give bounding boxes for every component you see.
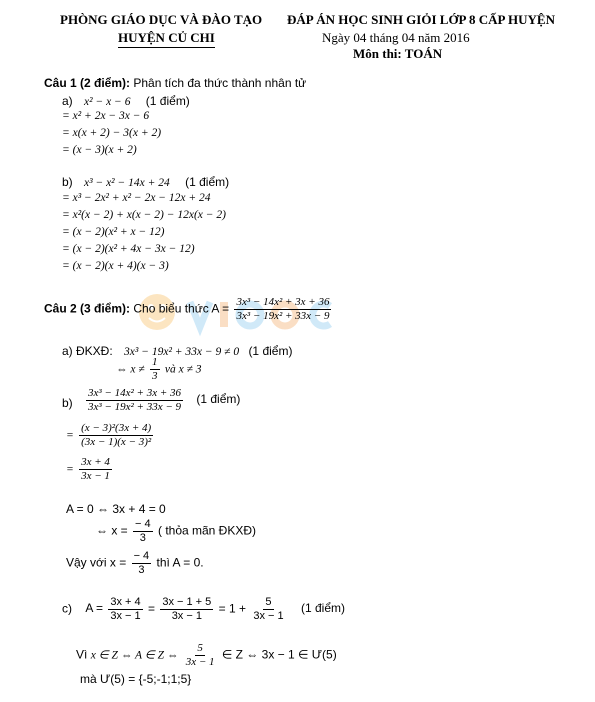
cau1-heading: Câu 1 (2 điểm): Phân tích đa thức thành nhân tử	[44, 76, 307, 90]
exam-date: Ngày 04 tháng 04 năm 2016	[322, 30, 470, 45]
cau1a-step: = (x − 3)(x + 2)	[62, 144, 137, 156]
cau2-heading: Câu 2 (3 điểm): Cho biểu thức A = $\frac{\text{3x³ − 14x² + 3x + 36}}{\text{3x³ − 19x² + 33x − 9}}$	[44, 296, 330, 322]
cau2b-frac3: = $\frac{3x + 4}{3x - 1}$	[66, 456, 110, 482]
ma-line: mà Ư(5) = {-5;-1;1;5}	[80, 672, 192, 686]
district-title: HUYỆN CỦ CHI	[118, 30, 215, 48]
vi-line: Vì x ∈ Z ⇔ A ∈ Z ⇔ $\frac{5}{3x - 1}$ ∈ Z ⇔ 3x − 1 ∈ Ư(5)	[76, 642, 337, 668]
cau2a-line: a) ĐKXĐ: 3x³ − 19x² + 33x − 9 ≠ 0 (1 điểm)	[62, 344, 293, 358]
A-denominator: 3x³ − 19x² + 33x − 9	[236, 309, 330, 322]
cau1b-step: = (x − 2)(x² + x − 12)	[62, 226, 165, 238]
cau2b-label: b)	[62, 396, 73, 410]
cau1b-step: = (x − 2)(x + 4)(x − 3)	[62, 260, 169, 272]
cau1b-step: = (x − 2)(x² + 4x − 3x − 12)	[62, 243, 195, 255]
cau2b-frac1: $\frac{\text{3x³ − 14x² + 3x + 36}}{\text{3x³ − 19x² + 33x − 9}}$ (1 điểm)	[88, 387, 241, 413]
cau1b-step: = x²(x − 2) + x(x − 2) − 12x(x − 2)	[62, 209, 226, 221]
answer-title: ĐÁP ÁN HỌC SINH GIỎI LỚP 8 CẤP HUYỆN	[287, 12, 555, 27]
cau1a-step: = x(x + 2) − 3(x + 2)	[62, 127, 162, 139]
eq-conclusion: Vậy với x = $\frac{- 4}{3}$ thì A = 0.	[66, 550, 204, 576]
cau2c-line: c) A = $\frac{3x + 4}{3x - 1}$ = $\frac{3x - 1 + 5}{3x - 1}$ = 1 + $\frac{5}{3x - 1}$ (1 điểm)	[62, 596, 345, 622]
cau2b-frac2: = $\frac{\text{(x − 3)²(3x + 4)}}{\text{(3x − 1)(x − 3)²}}$	[66, 422, 152, 448]
subject: Môn thi: TOÁN	[353, 46, 443, 61]
cau1b-step: = x³ − 2x² + x² − 2x − 12x + 24	[62, 192, 211, 204]
cau1a-line: a) x² − x − 6 (1 điểm)	[62, 94, 190, 108]
A-numerator: 3x³ − 14x² + 3x + 36	[236, 296, 330, 308]
eq-A-zero: A = 0 ⇔ 3x + 4 = 0	[66, 502, 166, 516]
cau2a-result: ⇔ x ≠ $\frac{1}{3}$ và x ≠ 3	[116, 356, 202, 382]
dept-title: PHÒNG GIÁO DỤC VÀ ĐÀO TẠO	[60, 12, 263, 27]
cau1b-line: b) x³ − x² − 14x + 24 (1 điểm)	[62, 175, 230, 189]
eq-x-value: ⇔ x = $\frac{- 4}{3}$ ( thỏa mãn ĐKXĐ)	[96, 518, 257, 544]
cau1a-step: = x² + 2x − 3x − 6	[62, 110, 150, 122]
